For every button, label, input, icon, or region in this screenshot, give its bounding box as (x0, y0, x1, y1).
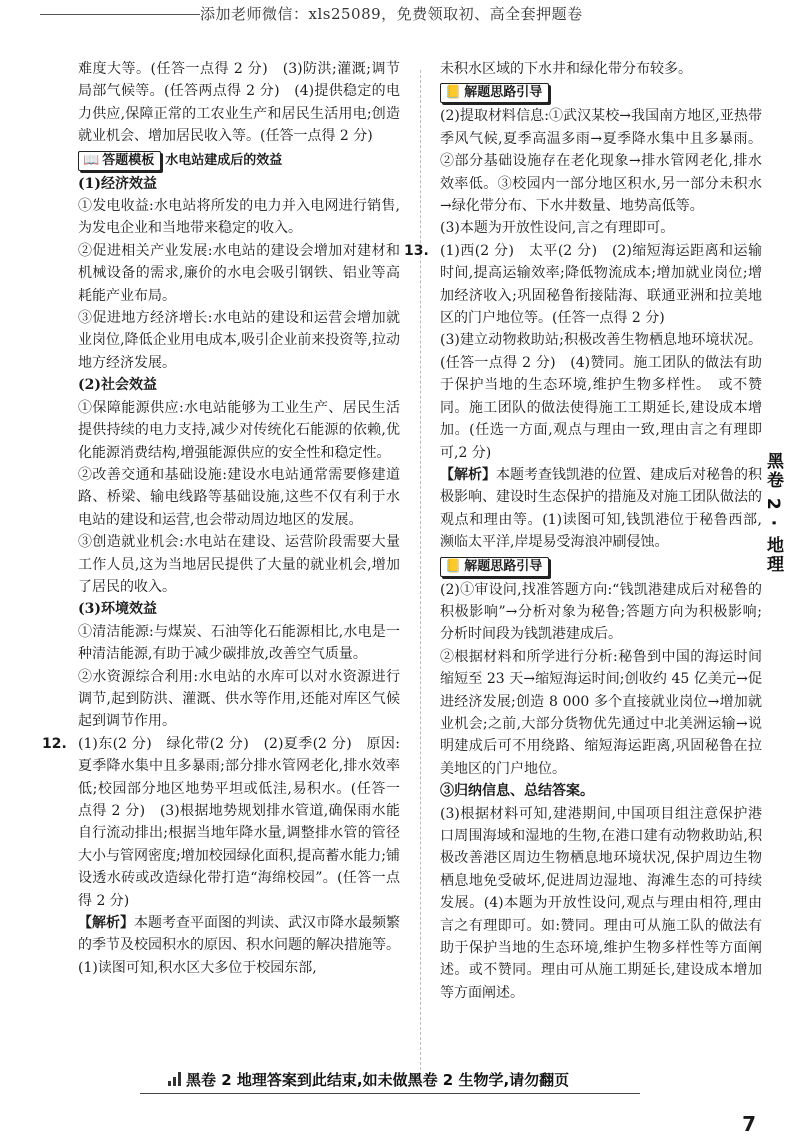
section-side-label: 黑卷 2 · 地理 (763, 452, 783, 575)
social-point-2: ②改善交通和基础设施:建设水电站通常需要修建道路、桥梁、输电线路等基础设施,这些不仅有利于水电站的建设和运营,也会带动周边地区的发展。 (78, 466, 400, 528)
q13-answer-2: (3)建立动物救助站;积极改善生物栖息地环境状况。(任答一点得 2 分) (4)赞同。施工团队的做法有助于保护当地的生态环境,维护生物多样性。 或不赞同。施工团队的做法使得施工工期延长,建设成本增加。(任选一方面,观点与理由一致,理由言之有理即可,2 分) (440, 332, 762, 461)
social-heading: (2)社会效益 (78, 377, 157, 394)
template-tag: 📖 答题模板 (78, 151, 161, 171)
guide2-para-1: (2)①审设问,找准答题方向:“钱凯港建成后对秘鲁的积极影响”→分析对象为秘鲁;答题方向为积极影响;分析时间段为钱凯港建成后。 (440, 581, 762, 643)
q13-answer-1: (1)西(2 分) 太平(2 分) (2)缩短海运距离和运输时间,提高运输效率;降低物流成本;增加就业岗位;增加经济收入;巩固秘鲁衔接陆海、联通亚洲和拉美地区的门户地位等。(任答一点得 2 分) (440, 242, 762, 327)
econ-heading: (1)经济效益 (78, 175, 157, 192)
social-point-3: ③创造就业机会:水电站在建设、运营阶段需要大量工作人员,这为当地居民提供了大量的就业机会,增加了居民的收入。 (78, 534, 400, 595)
question-12 (42, 733, 400, 979)
q12-answer: (1)东(2 分) 绿化带(2 分) (2)夏季(2 分) 原因:夏季降水集中且多暴雨;部分排水管网老化,排水效率低;校园部分地区地势平坦或低洼,易积水。(任答一点得 2 分) (3)根据地势规划排水管道,确保雨水能自行流动排出;根据当地年降水量,调整排水管的管径大小与管网密度;增加校园绿化面积,提高蓄水能力;铺设透水砖或改造绿化带打造“海绵校园”。(任答一点得 2 分) (78, 735, 400, 909)
notebook-icon: 📒 (445, 85, 462, 101)
q12-analysis: 【解析】本题考查平面图的判读、武汉市降水最频繁的季节及校园积水的原因、积水问题的解决措施等。(1)读图可知,积水区大多位于校园东部, (78, 915, 400, 976)
question-13 (404, 240, 762, 554)
q12-continuation: 未积水区域的下水井和绿化带分布较多。 (440, 61, 692, 77)
social-point-1: ①保障能源供应:水电站能够为工业生产、居民生活提供持续的电力支持,减少对传统化石能源的依赖,优化能源消费结构,增强能源供应的安全性和稳定性。 (78, 399, 400, 461)
guide-header-2 (440, 554, 762, 579)
guide1-para-2: (3)本题为开放性设问,言之有理即可。 (440, 220, 675, 237)
promo-text: 添加老师微信：xls25089，免费领取初、高全套押题卷 (200, 5, 583, 23)
guide2-para-2: ②根据材料和所学进行分析:秘鲁到中国的海运时间缩短至 23 天→缩短海运时间;创收约 45 亿美元→促进经济发展;创造 8 000 多个直接就业岗位→增加就业机会;之前,大部分货物优先通过中北美洲运输→说明建成后可不用绕路、缩短海运距离,巩固秘鲁在拉美地区的门户地位。 (440, 648, 762, 777)
guide1-para-1: (2)提取材料信息:①武汉某校→我国南方地区,亚热带季风气候,夏季高温多雨→夏季降水集中且多暴雨。②部分基础设施存在老化现象→排水管网老化,排水效率低。③校园内一部分地区积水,另一部分未积水→绿化带分布、下水井数量、地势高低等。 (440, 108, 762, 215)
guide-header-1 (440, 80, 762, 105)
guide2-para-4: (3)根据材料可知,建港期间,中国项目组注意保护港口周围海域和湿地的生物,在港口建有动物救助站,积极改善港区周边生物栖息地环境状况,保护周边生物栖息地免受破坏,促进周边湿地、海滩生态的可持续发展。(4)本题为开放性设问,观点与理由相符,理由言之有理即可。如:赞同。理由可从施工队的做法有助于保护当地的生态环境,维护生物多样性等方面阐述。或不赞同。理由可从施工期延长,建设成本增加等方面阐述。 (440, 805, 762, 1001)
env-heading: (3)环境效益 (78, 601, 157, 618)
notebook-icon: 📒 (445, 558, 462, 574)
guide-tag-1: 📒 解题思路引导 (440, 83, 549, 103)
answer-template-header (78, 148, 400, 173)
env-point-1: ①清洁能源:与煤炭、石油等化石能源相比,水电是一种清洁能源,有助于减少碳排放,改善空气质量。 (78, 623, 400, 663)
question-number-12: 12. (42, 735, 67, 752)
q13-analysis: 【解析】本题考查钱凯港的位置、建成后对秘鲁的积极影响、建设时生态保护的措施及对施工团队做法的观点和理由等。(1)读图可知,钱凯港位于秘鲁西部,濒临太平洋,岸堤易受海浪冲刷侵蚀。 (440, 466, 762, 551)
page-header (0, 0, 800, 28)
env-point-2: ②水资源综合利用:水电站的水库可以对水资源进行调节,起到防洪、灌溉、供水等作用,还能对库区气候起到调节作用。 (78, 668, 400, 730)
book-icon: 📖 (83, 152, 100, 168)
page-number: 7 (742, 1112, 756, 1136)
footer-rule (140, 1093, 640, 1094)
column-divider (420, 70, 421, 1070)
econ-point-3: ③促进地方经济增长:水电站的建设和运营会增加就业岗位,降低企业用电成本,吸引企业前来投资等,拉动地方经济发展。 (78, 310, 400, 371)
question-number-13: 13. (404, 242, 429, 259)
header-rule (40, 14, 200, 15)
left-column (42, 58, 400, 979)
right-column (404, 58, 762, 1004)
signal-bars-icon (168, 1072, 182, 1086)
q11-continuation: 难度大等。(任答一点得 2 分) (3)防洪;灌溉;调节局部气候等。(任答两点得 2 分) (4)提供稳定的电力供应,保障正常的工农业生产和居民生活用电;创造就业机会、增加居民收入等。(任答一点得 2 分) (78, 61, 400, 145)
guide2-para-3: ③归纳信息、总结答案。 (440, 783, 594, 800)
footer-note: 黑卷 2 地理答案到此结束,如未做黑卷 2 生物学,请勿翻页 (186, 1071, 570, 1089)
template-title: 水电站建成后的效益 (165, 152, 283, 168)
guide-tag-2: 📒 解题思路引导 (440, 557, 549, 577)
econ-point-2: ②促进相关产业发展:水电站的建设会增加对建材和机械设备的需求,廉价的水电会吸引钢铁、铝业等高耗能产业布局。 (78, 242, 400, 304)
econ-point-1: ①发电收益:水电站将所发的电力并入电网进行销售,为发电企业和当地带来稳定的收入。 (78, 198, 400, 237)
